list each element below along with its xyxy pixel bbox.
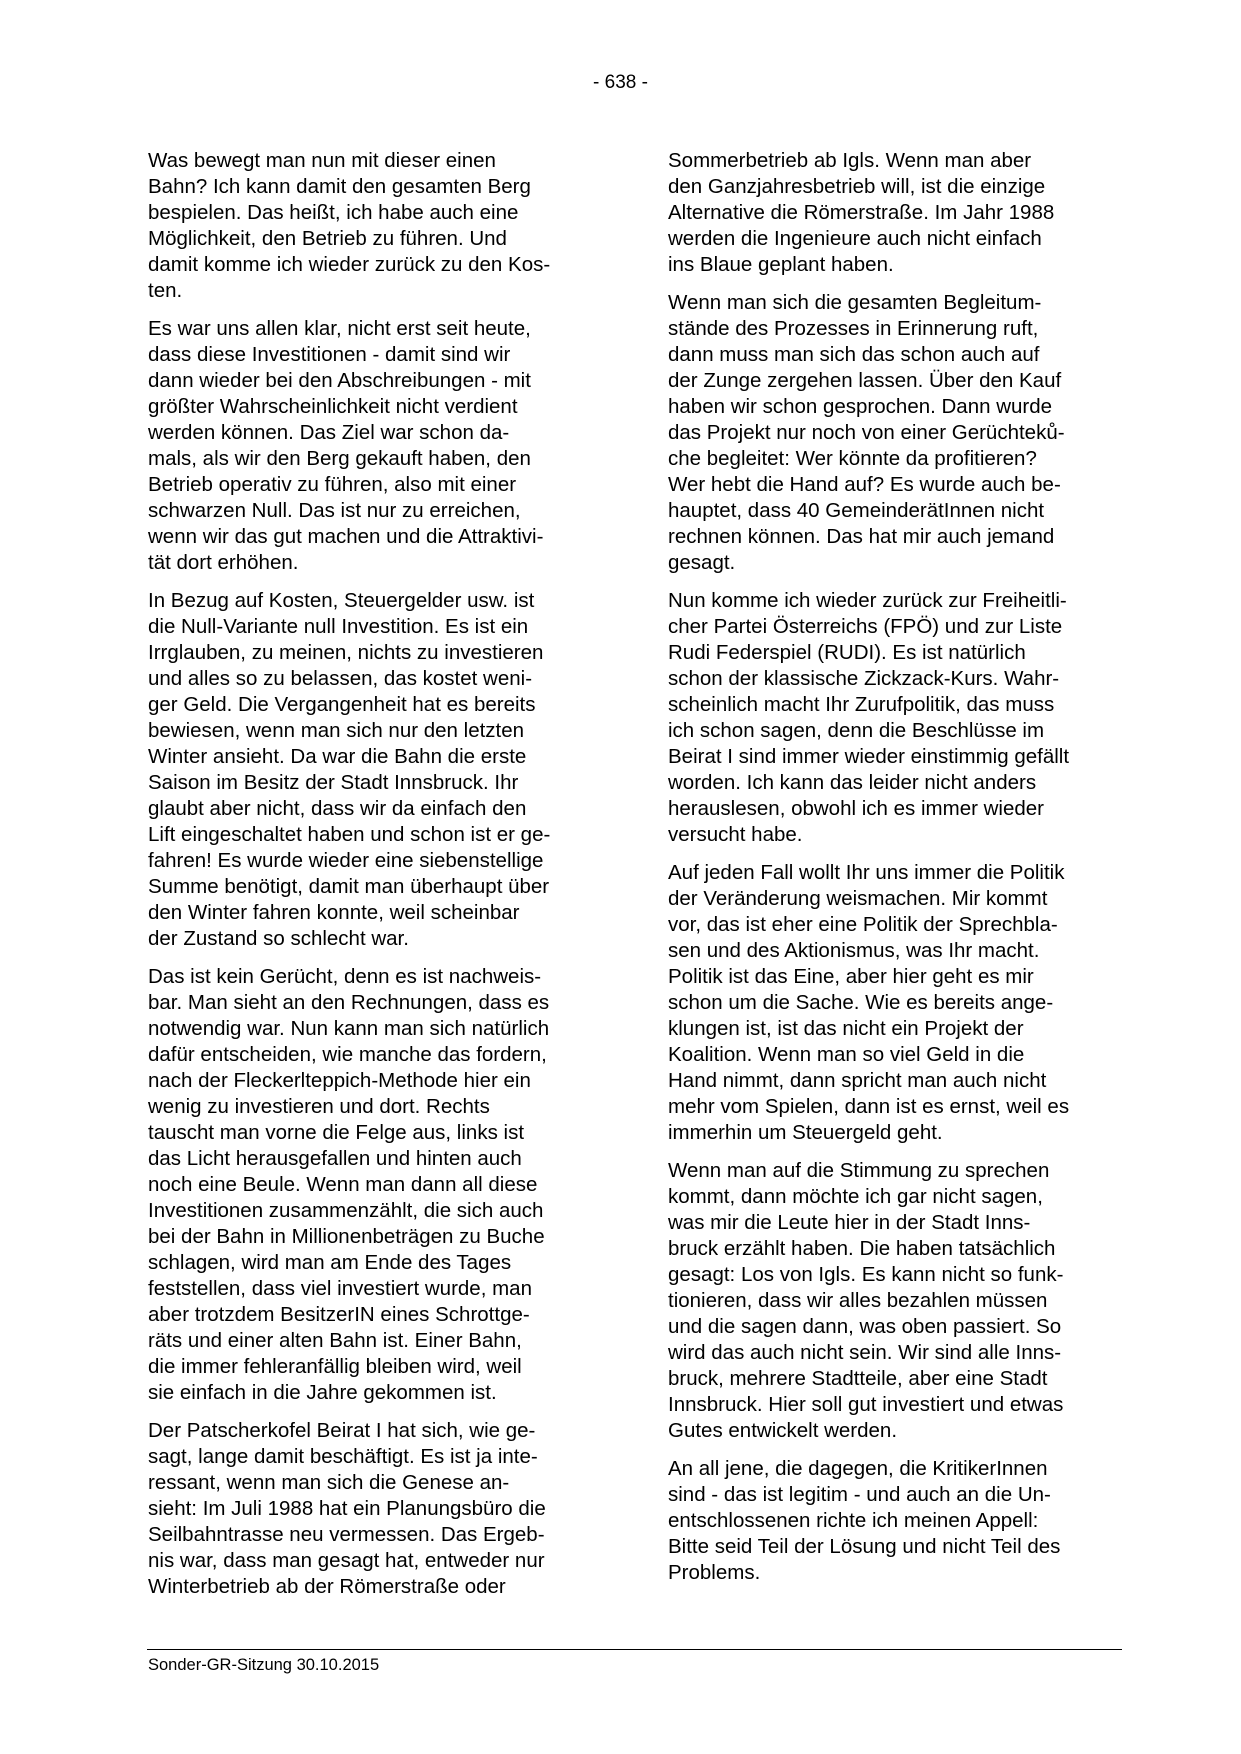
paragraph xyxy=(668,588,1124,848)
text-line: herauslesen, obwohl ich es immer wieder xyxy=(668,797,1045,820)
text-line: cher Partei Österreichs (FPÖ) und zur Liste xyxy=(668,615,1063,638)
text-line: bei der Bahn in Millionenbeträgen zu Buche xyxy=(148,1225,545,1248)
text-line: sieht: Im Juli 1988 hat ein Planungsbüro die xyxy=(148,1497,546,1520)
text-line: aber trotzdem BesitzerIN eines Schrottge- xyxy=(148,1303,530,1326)
text-line: Politik ist das Eine, aber hier geht es mir xyxy=(668,965,1034,988)
text-line: rechnen können. Das hat mir auch jemand xyxy=(668,525,1055,548)
text-line: Was bewegt man nun mit dieser einen xyxy=(148,149,496,172)
text-line: räts und einer alten Bahn ist. Einer Bahn, xyxy=(148,1329,522,1352)
text-line: Winter ansieht. Da war die Bahn die erste xyxy=(148,745,527,768)
page-number: - 638 - xyxy=(593,72,648,93)
text-line: schon der klassische Zickzack-Kurs. Wahr- xyxy=(668,667,1060,690)
text-line: das Licht herausgefallen und hinten auch xyxy=(148,1147,522,1170)
text-line: Das ist kein Gerücht, denn es ist nachweis- xyxy=(148,965,542,988)
text-line: Beirat I sind immer wieder einstimmig gefällt xyxy=(668,745,1070,768)
text-line: Bitte seid Teil der Lösung und nicht Teil des xyxy=(668,1535,1061,1558)
text-line: bruck erzählt haben. Die haben tatsächlich xyxy=(668,1237,1056,1260)
text-line: Möglichkeit, den Betrieb zu führen. Und xyxy=(148,227,507,250)
text-line: sie einfach in die Jahre gekommen ist. xyxy=(148,1381,497,1404)
text-line: sind - das ist legitim - und auch an die Un- xyxy=(668,1483,1051,1506)
text-line: sen und des Aktionismus, was Ihr macht. xyxy=(668,939,1040,962)
text-line: Es war uns allen klar, nicht erst seit heute, xyxy=(148,317,531,340)
text-line: schon um die Sache. Wie es bereits ange- xyxy=(668,991,1054,1014)
text-line: dafür entscheiden, wie manche das fordern, xyxy=(148,1043,547,1066)
text-line: noch eine Beule. Wenn man dann all diese xyxy=(148,1173,538,1196)
text-line: dann wieder bei den Abschreibungen - mit xyxy=(148,369,531,392)
text-line: hauptet, dass 40 GemeinderätInnen nicht xyxy=(668,499,1045,522)
text-line: Koalition. Wenn man so viel Geld in die xyxy=(668,1043,1025,1066)
text-line: fahren! Es wurde wieder eine siebenstellige xyxy=(148,849,544,872)
text-line: scheinlich macht Ihr Zurufpolitik, das muss xyxy=(668,693,1055,716)
text-line: Innsbruck. Hier soll gut investiert und etwas xyxy=(668,1393,1064,1416)
text-line: Gutes entwickelt werden. xyxy=(668,1419,898,1442)
text-line: Winterbetrieb ab der Römerstraße oder xyxy=(148,1575,506,1598)
text-line: ich schon sagen, denn die Beschlüsse im xyxy=(668,719,1045,742)
text-line: bruck, mehrere Stadtteile, aber eine Stadt xyxy=(668,1367,1048,1390)
text-line: gesagt: Los von Igls. Es kann nicht so funk- xyxy=(668,1263,1064,1286)
paragraph xyxy=(668,290,1124,576)
text-line: notwendig war. Nun kann man sich natürlich xyxy=(148,1017,550,1040)
text-line: bespielen. Das heißt, ich habe auch eine xyxy=(148,201,519,224)
text-line: kommt, dann möchte ich gar nicht sagen, xyxy=(668,1185,1043,1208)
text-line: vor, das ist eher eine Politik der Sprechbla- xyxy=(668,913,1058,936)
left-column xyxy=(148,148,605,1612)
text-line: An all jene, die dagegen, die KritikerInnen xyxy=(668,1457,1048,1480)
text-line: bar. Man sieht an den Rechnungen, dass es xyxy=(148,991,550,1014)
paragraph xyxy=(668,860,1124,1146)
text-line: Auf jeden Fall wollt Ihr uns immer die Politik xyxy=(668,861,1065,884)
text-line: glaubt aber nicht, dass wir da einfach den xyxy=(148,797,527,820)
text-line: sagt, lange damit beschäftigt. Es ist ja inte- xyxy=(148,1445,538,1468)
text-line: Nun komme ich wieder zurück zur Freiheitli- xyxy=(668,589,1067,612)
paragraph xyxy=(148,316,605,576)
text-line: das Projekt nur noch von einer Gerüchteků- xyxy=(668,421,1065,444)
paragraph xyxy=(148,1418,605,1600)
text-line: Seilbahntrasse neu vermessen. Das Ergeb- xyxy=(148,1523,545,1546)
text-line: dass diese Investitionen - damit sind wir xyxy=(148,343,511,366)
text-line: die Null-Variante null Investition. Es ist ein xyxy=(148,615,529,638)
text-line: worden. Ich kann das leider nicht anders xyxy=(668,771,1037,794)
text-line: stände des Prozesses in Erinnerung ruft, xyxy=(668,317,1039,340)
paragraph xyxy=(668,1456,1124,1586)
paragraph xyxy=(148,148,605,304)
paragraph xyxy=(668,148,1124,278)
text-line: werden die Ingenieure auch nicht einfach xyxy=(668,227,1042,250)
right-column xyxy=(668,148,1124,1598)
text-line: tät dort erhöhen. xyxy=(148,551,299,574)
text-line: che begleitet: Wer könnte da profitieren? xyxy=(668,447,1037,470)
text-line: mals, als wir den Berg gekauft haben, den xyxy=(148,447,531,470)
footer-divider xyxy=(147,1649,1122,1650)
text-line: wenig zu investieren und dort. Rechts xyxy=(148,1095,490,1118)
text-line: was mir die Leute hier in der Stadt Inns- xyxy=(668,1211,1031,1234)
text-line: tauscht man vorne die Felge aus, links ist xyxy=(148,1121,525,1144)
text-line: ressant, wenn man sich die Genese an- xyxy=(148,1471,510,1494)
text-line: Lift eingeschaltet haben und schon ist er ge- xyxy=(148,823,551,846)
text-line: ger Geld. Die Vergangenheit hat es bereits xyxy=(148,693,536,716)
text-line: den Ganzjahresbetrieb will, ist die einzige xyxy=(668,175,1046,198)
text-line: ten. xyxy=(148,279,183,302)
paragraph xyxy=(668,1158,1124,1444)
text-line: Saison im Besitz der Stadt Innsbruck. Ihr xyxy=(148,771,519,794)
text-line: Summe benötigt, damit man überhaupt über xyxy=(148,875,550,898)
text-line: schlagen, wird man am Ende des Tages xyxy=(148,1251,512,1274)
text-line: und alles so zu belassen, das kostet weni- xyxy=(148,667,533,690)
text-line: In Bezug auf Kosten, Steuergelder usw. ist xyxy=(148,589,535,612)
text-line: dann muss man sich das schon auch auf xyxy=(668,343,1040,366)
text-line: Alternative die Römerstraße. Im Jahr 1988 xyxy=(668,201,1055,224)
text-line: Bahn? Ich kann damit den gesamten Berg xyxy=(148,175,531,198)
text-line: größter Wahrscheinlichkeit nicht verdient xyxy=(148,395,518,418)
text-line: Wer hebt die Hand auf? Es wurde auch be- xyxy=(668,473,1061,496)
text-line: damit komme ich wieder zurück zu den Kos- xyxy=(148,253,551,276)
text-line: Der Patscherkofel Beirat I hat sich, wie ge- xyxy=(148,1419,536,1442)
text-line: Investitionen zusammenzählt, die sich auch xyxy=(148,1199,544,1222)
text-line: wenn wir das gut machen und die Attraktivi- xyxy=(148,525,544,548)
text-line: klungen ist, ist das nicht ein Projekt der xyxy=(668,1017,1024,1040)
text-line: immerhin um Steuergeld geht. xyxy=(668,1121,943,1144)
text-line: entschlossenen richte ich meinen Appell: xyxy=(668,1509,1039,1532)
text-line: gesagt. xyxy=(668,551,736,574)
text-line: feststellen, dass viel investiert wurde, man xyxy=(148,1277,532,1300)
text-line: der Zustand so schlecht war. xyxy=(148,927,409,950)
text-line: Wenn man sich die gesamten Begleitum- xyxy=(668,291,1042,314)
paragraph xyxy=(148,964,605,1406)
text-line: Betrieb operativ zu führen, also mit einer xyxy=(148,473,517,496)
footer-session-label: Sonder-GR-Sitzung 30.10.2015 xyxy=(148,1656,380,1674)
text-line: mehr vom Spielen, dann ist es ernst, weil es xyxy=(668,1095,1070,1118)
text-line: Rudi Federspiel (RUDI). Es ist natürlich xyxy=(668,641,1026,664)
text-line: schwarzen Null. Das ist nur zu erreichen, xyxy=(148,499,521,522)
text-line: der Veränderung weismachen. Mir kommt xyxy=(668,887,1048,910)
text-line: nach der Fleckerlteppich-Methode hier ein xyxy=(148,1069,531,1092)
text-line: versucht habe. xyxy=(668,823,803,846)
text-line: Hand nimmt, dann spricht man auch nicht xyxy=(668,1069,1047,1092)
text-line: wird das auch nicht sein. Wir sind alle Inns- xyxy=(668,1341,1062,1364)
text-line: der Zunge zergehen lassen. Über den Kauf xyxy=(668,369,1062,392)
text-line: nis war, dass man gesagt hat, entweder nur xyxy=(148,1549,545,1572)
text-line: Irrglauben, zu meinen, nichts zu investieren xyxy=(148,641,544,664)
text-line: bewiesen, wenn man sich nur den letzten xyxy=(148,719,525,742)
text-line: ins Blaue geplant haben. xyxy=(668,253,894,276)
text-line: tionieren, dass wir alles bezahlen müssen xyxy=(668,1289,1048,1312)
text-line: werden können. Das Ziel war schon da- xyxy=(148,421,510,444)
text-line: Wenn man auf die Stimmung zu sprechen xyxy=(668,1159,1050,1182)
text-line: Sommerbetrieb ab Igls. Wenn man aber xyxy=(668,149,1032,172)
text-line: die immer fehleranfällig bleiben wird, weil xyxy=(148,1355,522,1378)
text-line: und die sagen dann, was oben passiert. So xyxy=(668,1315,1062,1338)
text-line: haben wir schon gesprochen. Dann wurde xyxy=(668,395,1053,418)
paragraph xyxy=(148,588,605,952)
text-line: Problems. xyxy=(668,1561,761,1584)
text-line: den Winter fahren konnte, weil scheinbar xyxy=(148,901,520,924)
